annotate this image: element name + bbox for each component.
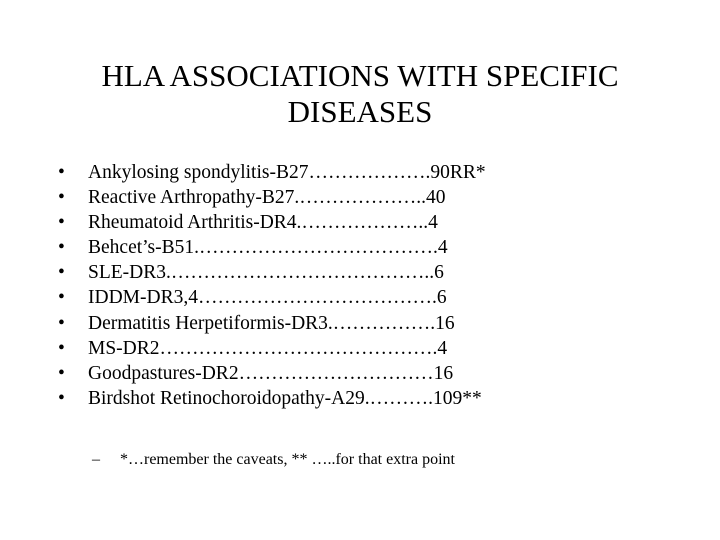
bullet-sle — [58, 260, 486, 285]
bullet-text: Goodpastures-DR2…………………………16 — [88, 362, 454, 384]
bullet-marker: • — [58, 262, 65, 284]
title-line-2: DISEASES — [287, 94, 433, 129]
bullet-iddm — [58, 285, 486, 310]
footnote-list — [92, 449, 455, 471]
bullet-dermatitis-herpetiformis — [58, 311, 486, 336]
bullet-marker: • — [58, 187, 65, 209]
bullet-birdshot-retinochoroidopathy — [58, 386, 486, 411]
bullet-text: MS-DR2…………………………………….4 — [88, 337, 448, 359]
bullet-marker: • — [58, 312, 65, 334]
bullet-goodpastures — [58, 361, 486, 386]
bullet-text: IDDM-DR3,4……………………………….6 — [88, 287, 447, 309]
bullet-rheumatoid-arthritis — [58, 210, 486, 235]
bullet-ankylosing-spondylitis — [58, 160, 486, 185]
bullet-text: Behcet’s-B51.……………………………….4 — [88, 237, 448, 259]
bullet-text: SLE-DR3.…………………………………..6 — [88, 262, 444, 284]
bullet-ms — [58, 336, 486, 361]
bullet-marker: • — [58, 162, 65, 183]
bullet-text: Rheumatoid Arthritis-DR4.………………..4 — [88, 212, 438, 234]
title-line-1: HLA ASSOCIATIONS WITH SPECIFIC — [101, 58, 619, 93]
bullet-marker: • — [58, 362, 65, 384]
footnote-caveats — [92, 449, 455, 471]
slide-title — [60, 58, 660, 130]
bullet-text: Reactive Arthropathy-B27.………………..40 — [88, 187, 446, 209]
bullet-marker: • — [58, 237, 65, 259]
bullet-text: Dermatitis Herpetiformis-DR3.…………….16 — [88, 312, 455, 334]
bullet-reactive-arthropathy — [58, 185, 486, 210]
bullet-text: Ankylosing spondylitis-B27……………….90RR* — [88, 162, 486, 183]
bullet-marker: • — [58, 212, 65, 234]
footnote-text: *…remember the caveats, ** …..for that extra point — [120, 451, 455, 468]
disease-association-list — [58, 160, 486, 411]
bullet-marker: • — [58, 337, 65, 359]
bullet-text: Birdshot Retinochoroidopathy-A29.……….109** — [88, 387, 482, 409]
bullet-marker: • — [58, 287, 65, 309]
bullet-marker: • — [58, 387, 65, 409]
dash-marker: – — [92, 451, 100, 468]
bullet-behcets — [58, 235, 486, 260]
